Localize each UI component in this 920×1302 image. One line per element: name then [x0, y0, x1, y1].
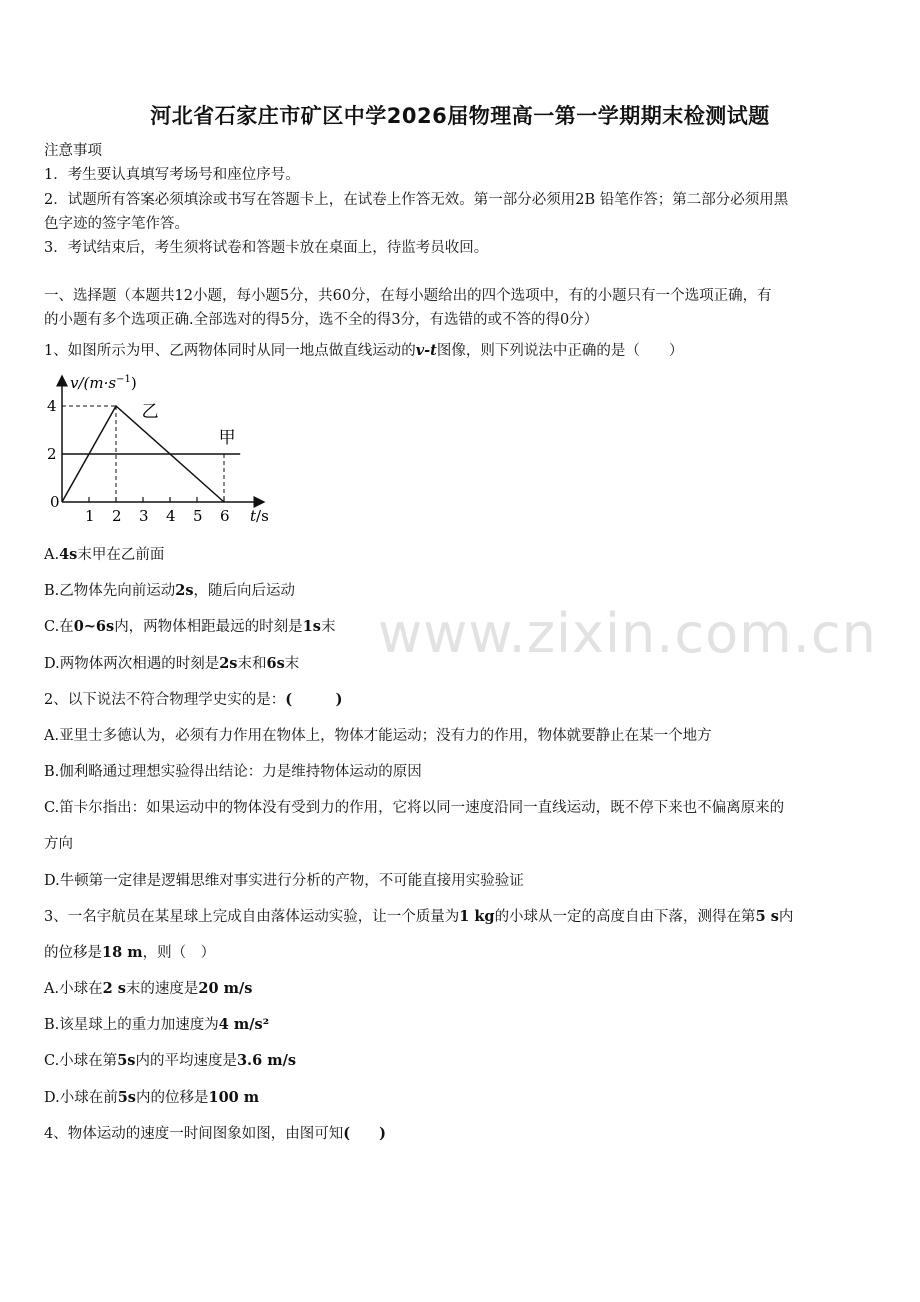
x-tick-label: 5 — [193, 507, 203, 525]
y-tick-label: 2 — [47, 445, 57, 463]
series-label-yi: 乙 — [141, 401, 159, 422]
notice-item: 3．考试结束后，考生须将试卷和答题卡放在桌面上，待监考员收回。 — [44, 240, 489, 256]
page-title: 河北省石家庄市矿区中学2026届物理高一第一学期期末检测试题 — [150, 104, 770, 128]
q1-option-a: A.4s末甲在乙前面 — [44, 546, 165, 563]
q2-option-d: D.牛顿第一定律是逻辑思维对事实进行分析的产物，不可能直接用实验验证 — [44, 873, 524, 889]
x-tick-label: 4 — [166, 507, 176, 525]
question-4-stem: 4、物体运动的速度一时间图象如图，由图可知( ) — [44, 1125, 386, 1142]
q2-option-c: C.笛卡尔指出：如果运动中的物体没有受到力的作用，它将以同一速度沿同一直线运动，既不停下来也不偏离原来的 — [44, 800, 785, 816]
notice-item: 1．考生要认真填写考场号和座位序号。 — [44, 167, 300, 183]
x-axis-label: t/s — [250, 507, 269, 525]
y-tick-label: 4 — [47, 397, 57, 415]
notice-item: 2．试题所有答案必须填涂或书写在答题卡上，在试卷上作答无效。第一部分必须用2B 铅笔作答；第二部分必须用黑 — [44, 192, 789, 208]
section-heading: 的小题有多个选项正确.全部选对的得5分，选不全的得3分，有选错的或不答的得0分） — [44, 312, 599, 328]
q1-option-c: C.在0~6s内，两物体相距最远的时刻是1s末 — [44, 618, 336, 635]
q2-option-b: B.伽利略通过理想实验得出结论：力是维持物体运动的原因 — [44, 764, 422, 780]
q2-option-a: A.亚里士多德认为，必须有力作用在物体上，物体才能运动；没有力的作用，物体就要静止在某一个地方 — [44, 728, 712, 744]
q3-option-c: C.小球在第5s内的平均速度是3.6 m/s — [44, 1052, 297, 1069]
y-axis-label: $v/(m\cdot s^{-1})$ — [70, 374, 137, 392]
q3-option-d: D.小球在前5s内的位移是100 m — [44, 1089, 260, 1106]
watermark: www.zixin.com.cn — [378, 602, 877, 665]
x-tick-label: 1 — [85, 507, 95, 525]
origin-label: 0 — [50, 493, 60, 511]
q3-option-b: B.该星球上的重力加速度为4 m/s² — [44, 1016, 270, 1033]
question-1-stem: 1、如图所示为甲、乙两物体同时从同一地点做直线运动的v-t图像，则下列说法中正确的是（ ） — [44, 342, 684, 359]
notice-heading: 注意事项 — [44, 143, 102, 159]
series-label-jia: 甲 — [218, 428, 236, 449]
q2-option-c-cont: 方向 — [44, 836, 73, 852]
question-3-stem: 3、一名宇航员在某星球上完成自由落体运动实验，让一个质量为1 kg的小球从一定的高度自由下落，测得在第5 s内 — [44, 908, 794, 925]
x-tick-label: 2 — [112, 507, 122, 525]
question-2-stem: 2、以下说法不符合物理学史实的是：( ) — [44, 691, 343, 708]
question-3-stem-cont: 的位移是18 m，则（ ） — [44, 944, 216, 961]
q1-option-b: B.乙物体先向前运动2s，随后向后运动 — [44, 582, 296, 599]
q3-option-a: A.小球在2 s末的速度是20 m/s — [44, 980, 253, 997]
x-tick-label: 3 — [139, 507, 149, 525]
x-tick-label: 6 — [220, 507, 230, 525]
section-heading: 一、选择题（本题共12小题，每小题5分，共60分，在每小题给出的四个选项中，有的小题只有一个选项正确，有 — [44, 288, 772, 304]
vt-graph — [40, 368, 280, 530]
notice-item: 色字迹的签字笔作答。 — [44, 216, 189, 232]
q1-option-d: D.两物体两次相遇的时刻是2s末和6s末 — [44, 655, 300, 672]
